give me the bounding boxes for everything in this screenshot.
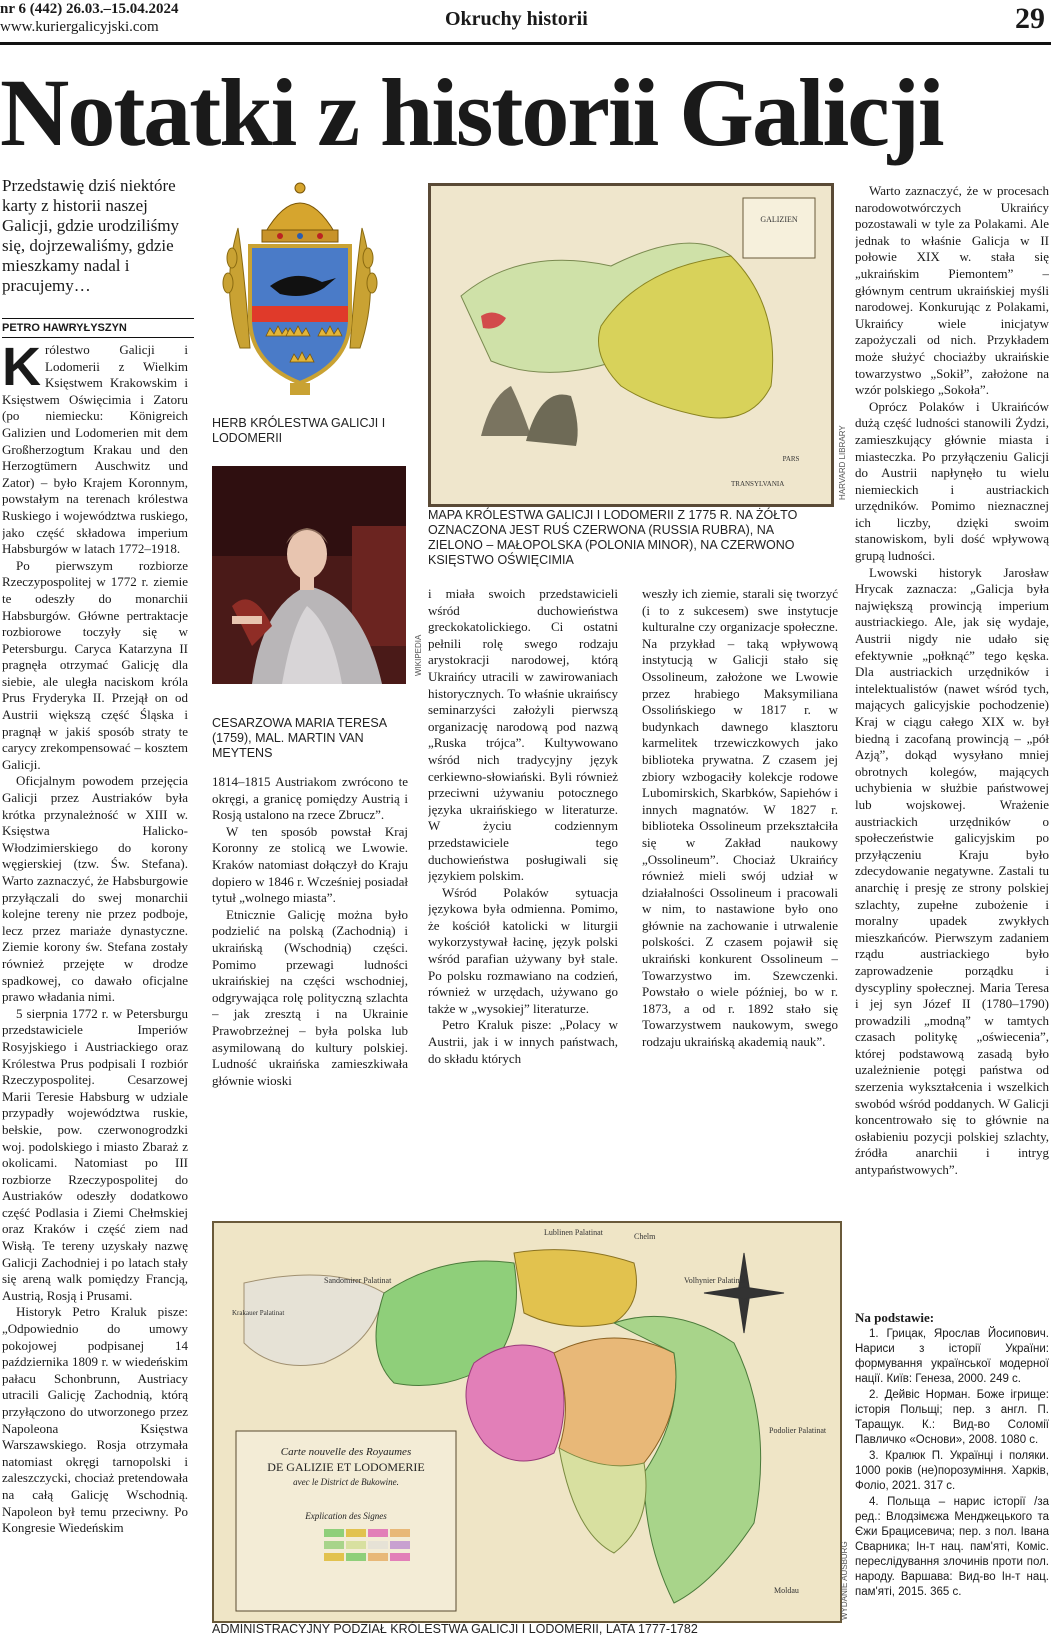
map2-title-line-1: Carte nouvelle des Royaumes: [280, 1446, 412, 1458]
reference-item: 4. Польща – нарис історії /за ред.: Влодзімєжа Менджецького та Єжи Брацисевича; пер. з пол. Івана Сварника; Ін-т нац. пам'яті, Коміс. переслідування злочинів проти пол. народу. Варшава: Вид-во Ін-т нац. пам'яті, 2015. 365 с.: [855, 1496, 1049, 1598]
paragraph: Petro Kraluk pisze: „Polacy w Austrii, jak i w innych państwach, do składu których: [428, 1017, 618, 1066]
paragraph: Wśród Polaków sytuacja językowa była odmienna. Pomimo, że kościół katolicki w liturgii wykorzystywał łacinę, język polski wśród parafian używany był stale. Po polsku rozmawiano na codzień, również w urzędach, używano go także w „wysokiej” literaturze.: [428, 884, 618, 1016]
column-4: [642, 586, 838, 1219]
map-1777-image: [212, 1221, 842, 1623]
map2-label-sandomir: Sandomirer Palatinat: [324, 1276, 392, 1285]
references-title: Na podstawie:: [855, 1310, 935, 1325]
paragraph: Lwowski historyk Jarosław Hrycak zaznacza: „Galicja była największą prowincją imperium austriackiego. Ale, jak się wydaje, Austrii nigdy nie udało się efektywnie „połknąć” tego kęska. Dla austriackich urzędników i intelektualistów (nawet wśród tych, mających galicyjskie pochodzenie) Kraj w ciągu całego XIX w. był biedną i zacofaną prowincją – „pół Azją”, dokąd wysyłano mniej obrotnych kolegów, mających uchybienia w służbie państwowej lub wojskowej. Wrażenie austriackich urzędników o społeczeństwie galicyjskim po przyłączeniu Kraju było zdecydowanie negatywne. Zastali tu anarchię i presję ze strony polskiej szlachty, zupełne zubożenie i moralny upadek zwykłych mieszkańców. Pierwszym zadaniem rządu austriackiego było zaprowadzenie porządku i dyscypliny społecznej. Maria Teresa i jej syn Józef II (1780–1790) prowadzili „modną” w tamtych czasach politykę „oświecenia”, której podstawową zasadą było uzależnienie potęgi państwa od szerzenia wykształcenia i wszelkich swobód wśród poddanych. W Galicji koncentrowało się to głównie na osłabieniu pozycji polskiej szlachty, źródła anarchii i intryg antypaństwowych”.: [855, 564, 1049, 1178]
article-lead: Przedstawię dziś niektóre karty z historii naszej Galicji, gdzie urodziliśmy się, dojrzewaliśmy, gdzie mieszkamy nadal i pracujemy…: [2, 176, 180, 295]
map1-cartouche-text: GALIZIEN: [760, 215, 798, 224]
issue-number: nr 6 (442) 26.03.–15.04.2024: [0, 1, 179, 17]
references: [855, 1310, 1049, 1601]
map2-legend-title: Explication des Signes: [305, 1511, 387, 1521]
paragraph: Po pierwszym rozbiorze Rzeczypospolitej w 1772 r. ziemie te odeszły do monarchii Habsburgów. Główne pertraktacje rozbiorowe toczyły się w Petersburgu. Caryca Katarzyna II pragnęła otrzymać Galicję dla siebie, ale uległa naciskom króla Prus Fryderyka II. Przejął on od Austrii większą część Śląska i pragnął w jakiś sposób straty te carycy zrekompensować – kosztem Galicji.: [2, 557, 188, 772]
paragraph: Królestwo Galicji i Lodomerii z Wielkim Księstwem Krakowskim i Księstwem Oświęcimia i Zatoru (po niemiecku: Königreich Galizien und Lodomerien mit dem Großherzogtum Krakau und den Herzogtümern Auschwitz und Zator) – było Krajem Koronnym, powstałym na terenach królestwa Ruskiego i województwa ruskiego, jako część składowa imperium Habsburgów w latach 1772–1918.: [2, 342, 188, 557]
map1-label-pars: PARS: [782, 455, 800, 463]
drop-cap: K: [2, 342, 41, 397]
column-1: [2, 342, 188, 1637]
author-byline: PETRO HAWRYŁYSZYN: [2, 318, 194, 338]
map2-title-line-3: avec le District de Bukowine.: [293, 1477, 399, 1487]
map1-credit: HARVARD LIBRARY: [838, 425, 847, 500]
map2-caption: ADMINISTRACYJNY PODZIAŁ KRÓLESTWA GALICJI I LODOMERII, LATA 1777-1782: [212, 1622, 698, 1636]
issue-info: [0, 0, 178, 36]
header-rule: [0, 42, 1051, 45]
map2-label-krakau: Krakauer Palatinat: [232, 1309, 285, 1317]
map2-label-moldau: Moldau: [774, 1586, 799, 1595]
map2-label-volhyn: Volhynier Palatinat: [684, 1276, 746, 1285]
site-url[interactable]: www.kuriergalicyjski.com: [0, 19, 159, 35]
paragraph: W ten sposób powstał Kraj Koronny ze stolicą we Lwowie. Kraków natomiast dołączył do Kraju dopiero w 1846 r. Wcześniej posiadał tytuł „wolnego miasta”.: [212, 823, 408, 906]
paragraph: 5 sierpnia 1772 r. w Petersburgu przedstawiciele Imperiów Rosyjskiego i Austriackiego oraz Królestwa Prus podpisali I rozbiór Rzeczypospolitej. Cesarzowej Marii Teresie Habsburg w udziale przypadły województwa ruskie, bełskie, pow. czerwonogrodzki woj. podolskiego i miasto Zbaraż z okolicami. Natomiast po III rozbiorze Rzeczypospolitej do Austriaków odeszły dodatkowo część Podlasia i Ziemi Chełmskiej oraz Kraków i część ziem nad Wisłą. Te tereny uzyskały nazwę Galicji Zachodniej i po latach stały się areną walk pomiędzy Francją, Austrią, Rosją i Prusami.: [2, 1005, 188, 1303]
portrait-image: [212, 466, 406, 684]
map-1775-image: [428, 183, 834, 507]
reference-item: 1. Грицак, Ярослав Йосипович. Нариси з історії України: формування української модерної нації. Київ: Генеза, 2000. 249 с.: [855, 1328, 1049, 1385]
coat-of-arms-image: [210, 178, 390, 398]
paragraph: Oprócz Polaków i Ukraińców dużą część ludności stanowili Żydzi, zamieszkujący głównie miasta i miasteczka. Po przyłączeniu Galicji do Austrii napłynęło tu wielu niemieckich i austriackich urzędników. Pomimo nieznacznej ich liczby, dzięki swoim stanowiskom, byli dość wpływową grupą ludności.: [855, 398, 1049, 564]
paragraph: 1814–1815 Austriakom zwrócono te okręgi, a granicę pomiędzy Austrią i Rosją ustalono na rzece Zbrucz”.: [212, 774, 408, 823]
paragraph: Historyk Petro Kraluk pisze: „Odpowiednio do umowy pokojowej podpisanej 14 października 1809 r. w wiedeńskim pałacu Schonbrunn, Austriacy utracili Galicję Zachodnią, którą przyłączono do utworzonego przez Napoleona Księstwa Warszawskiego. Rosja otrzymała natomiast okręgi tarnopolski i zaleszczycki, chociaż pretendowała na całą Galicję Wschodnią. Napoleon był temu przeciwny. Po Kongresie Wiedeńskim: [2, 1304, 188, 1536]
column-2: [212, 774, 408, 1219]
paragraph: i miała swoich przedstawicieli wśród duchowieństwa greckokatolickiego. Ci ostatni pełnili rolę swego rodzaju arystokracji narodowej, którą Ukraińcy utracili w zawirowaniach historycznych. To właśnie ukraińscy seminarzyści założyli pierwszą organizację narodową pod nazwą „Ruska trójca”. Kultywowano wśród nich tradycyjny język cerkiewno-słowiański. Byli również przeciwni używaniu potocznego języka ukraińskiego w literaturze. W życiu codziennym przedstawiciele tego duchowieństwa posługiwali się językiem polskim.: [428, 586, 618, 884]
coat-of-arms-caption: HERB KRÓLESTWA GALICJI I LODOMERII: [212, 416, 386, 445]
map2-title-line-2: DE GALIZIE ET LODOMERIE: [267, 1460, 425, 1474]
map2-credit: WYDANIE AUSBURG: [840, 1541, 849, 1620]
map2-label-chelm: Chelm: [634, 1232, 656, 1241]
reference-item: 2. Дейвіс Норман. Боже ігрище: історія Польщі; пер. з англ. П. Таращук. К.: Вид-во Соломії Павличко «Основи», 2008. 1080 с.: [855, 1389, 1049, 1446]
page-number: 29: [1015, 2, 1045, 35]
map1-caption: MAPA KRÓLESTWA GALICJI I LODOMERII Z 1775 R. NA ŻÓŁTO OZNACZONA JEST RUŚ CZERWONA (RUSSIA RUBRA), NA ZIELONO – MAŁOPOLSKA (POLONIA MINOR), NA CZERWONO KSIĘSTWO OŚWIĘCIMIA: [428, 508, 798, 567]
article-title: Notatki z historii Galicji: [0, 59, 943, 166]
column-3: [428, 586, 618, 1219]
map2-label-lublin: Lublinen Palatinat: [544, 1228, 603, 1237]
section-name: Okruchy historii: [445, 8, 588, 30]
portrait-caption: CESARZOWA MARIA TERESA (1759), MAL. MARTIN VAN MEYTENS: [212, 716, 387, 760]
portrait-credit: WIKIPEDIA: [414, 634, 423, 676]
paragraph: Etnicznie Galicję można było podzielić na polską (Zachodnią) i ukraińską (Wschodnią) części. Pomimo przewagi ludności ukraińskiej na części wschodniej, odgrywająca rolę polityczną szlachta – jak zresztą i na Ukrainie Prawobrzeżnej – była polska lub asymilowaną do kultury polskiej. Ludność ukraińska zamieszkiwała głównie wioski: [212, 906, 408, 1088]
map1-label-transylvania: TRANSYLVANIA: [731, 480, 785, 488]
paragraph: Oficjalnym powodem przejęcia Galicji przez Austriaków była krótka przynależność w XIII w. Księstwa Halicko-Włodzimierskiego do korony węgierskiej (tzw. Św. Stefana). Warto zaznaczyć, że Habsburgowie przyłączali do swej monarchii kolejne tereny nie przez podboje, lecz przez mariaże dynastyczne. Ziemie korony św. Stefana zostały również przejęte w drodze spadkowej, co dawało oficjalne prawo władania nimi.: [2, 773, 188, 1005]
map2-label-podolia: Podolier Palatinat: [769, 1426, 827, 1435]
reference-item: 3. Кралюк П. Українці і поляки. 1000 років (не)порозуміння. Харків, Фоліо, 2021. 317 с.: [855, 1450, 1049, 1492]
column-5: [855, 183, 1049, 1303]
paragraph: Warto zaznaczyć, że w procesach narodowotwórczych Ukraińcy pozostawali w tyle za Polakami. Ale jednak to właśnie Galicja w II połowie XIX w. stała się „ukraińskim Piemontem” – głównym centrum ukraińskiej myśli narodowej. Konkurując z Polakami, Ukraińcy wiele inicjatyw zapożyczali od nich. Przykładem może służyć chociażby ukraińskie towarzystwo „Sokił”, założone na wzór polskiego „Sokoła”.: [855, 183, 1049, 398]
paragraph: weszły ich ziemie, starali się tworzyć (i to z sukcesem) swe instytucje kulturalne czy organizacje społeczne. Na przykład – taką wpływową instytucją w Galicji stało się Ossolineum, założone we Lwowie przez hrabiego Maksymiliana Ossolińskiego w 1817 r. w budynkach dawnego klasztoru karmelitek trzewiczkowych jako biblioteka prywatna. Z czasem jej zbiory wzbogaciły kolekcje rodowe Lubomirskich, Skarbków, Sapiehów i innych magnatów. W 1827 r. biblioteka Ossolineum przekształciła się w Zakład naukowy „Ossolineum”. Chociaż Ukraińcy również mieli swój udział w działalności Ossolineum i pracowali w nim, to nastawione było ono głównie na zachowanie i utrwalenie polskości. Z czasem pojawił się ukraiński konkurent Ossolineum – Towarzystwo im. Szewczenki. Powstało o wiele później, bo w r. 1873, a od r. 1892 stało się Towarzystwem naukowym, swego rodzaju ukraińską akademią nauk”.: [642, 586, 838, 1050]
